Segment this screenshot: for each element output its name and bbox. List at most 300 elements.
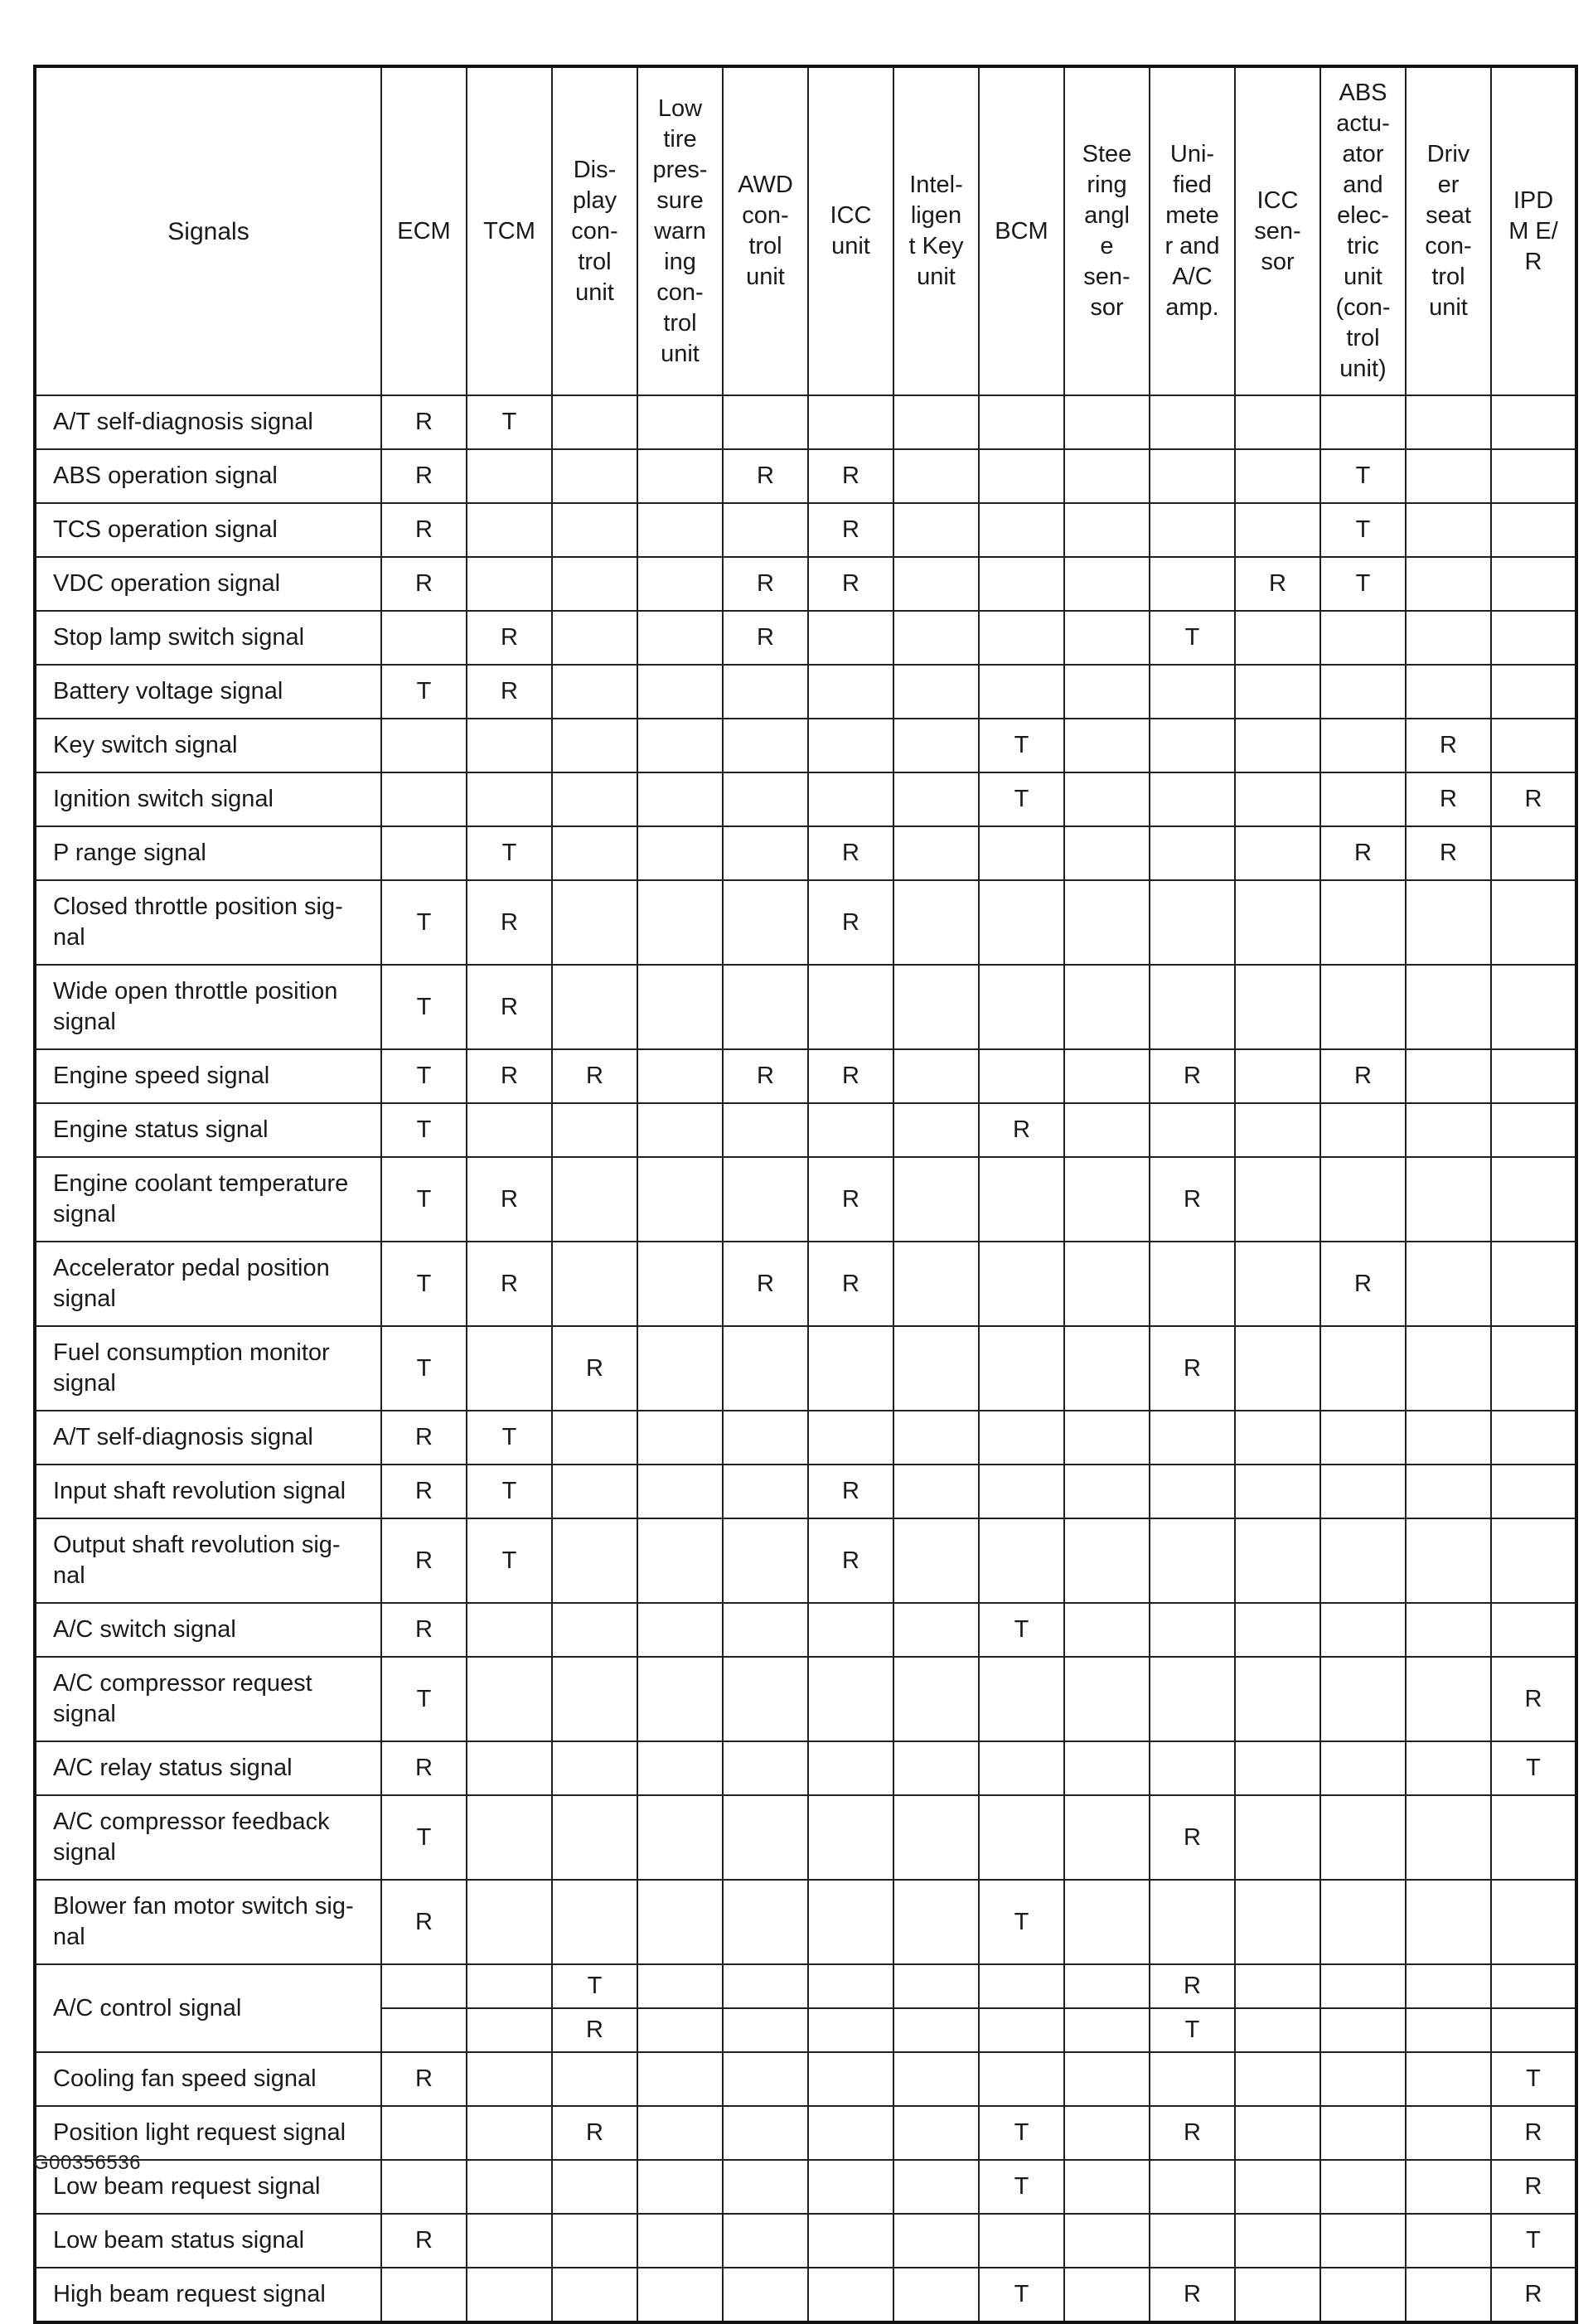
signal-value-cell (1491, 1157, 1576, 1242)
signal-value-cell (1064, 1880, 1150, 1964)
signal-value-cell: R (1320, 826, 1406, 880)
signal-value-cell (1235, 1242, 1320, 1326)
signal-name-cell: A/C compressor feedback signal (35, 1795, 381, 1880)
signal-value-cell (1235, 503, 1320, 557)
signal-value-cell (1150, 1880, 1235, 1964)
signal-value-cell (723, 1880, 808, 1964)
signal-value-cell (808, 1741, 893, 1795)
signal-value-cell (1320, 2008, 1406, 2052)
signal-value-cell (1150, 503, 1235, 557)
signal-value-cell (467, 1880, 552, 1964)
header-row (35, 66, 1576, 395)
signal-value-cell (893, 395, 979, 449)
signal-value-cell (637, 2106, 723, 2160)
signal-value-cell (1406, 2052, 1491, 2106)
signal-value-cell (979, 557, 1064, 611)
signal-value-cell (1406, 503, 1491, 557)
signal-value-cell (637, 2268, 723, 2322)
signal-value-cell: T (381, 1326, 467, 1411)
signal-value-cell (979, 880, 1064, 965)
signal-value-cell (1406, 1964, 1491, 2008)
signal-value-cell (723, 1518, 808, 1603)
signal-value-cell (1235, 1326, 1320, 1411)
signal-value-cell: R (1491, 2106, 1576, 2160)
signal-value-cell (1064, 557, 1150, 611)
signal-value-cell (1064, 719, 1150, 772)
signal-value-cell: R (808, 1518, 893, 1603)
signal-value-cell (723, 1795, 808, 1880)
signal-value-cell (1320, 719, 1406, 772)
signal-value-cell (1064, 1795, 1150, 1880)
column-header: ECM (381, 66, 467, 395)
signal-value-cell (1491, 1326, 1576, 1411)
signal-value-cell (637, 2160, 723, 2214)
signal-value-cell: T (381, 665, 467, 719)
signal-value-cell (979, 1242, 1064, 1326)
signal-value-cell (1064, 826, 1150, 880)
signal-value-cell (1320, 1964, 1406, 2008)
signal-value-cell (1491, 1964, 1576, 2008)
signals-column-header: Signals (35, 66, 381, 395)
signal-value-cell (552, 880, 637, 965)
table-row (35, 965, 1576, 1049)
signal-value-cell (893, 1411, 979, 1465)
signal-name-cell: A/C compressor request signal (35, 1657, 381, 1741)
signal-value-cell (893, 1049, 979, 1103)
signal-value-cell (467, 719, 552, 772)
signal-value-cell (1064, 1741, 1150, 1795)
signal-value-cell: R (381, 1603, 467, 1657)
signal-value-cell: R (467, 1049, 552, 1103)
signal-value-cell: T (381, 965, 467, 1049)
signal-value-cell: T (1491, 1741, 1576, 1795)
signal-value-cell: T (552, 1964, 637, 2008)
signal-table-sheet (33, 65, 1566, 2324)
column-header: Dis- play con- trol unit (552, 66, 637, 395)
signal-value-cell (1320, 2052, 1406, 2106)
signal-value-cell: R (808, 503, 893, 557)
signal-value-cell (723, 665, 808, 719)
signal-value-cell (808, 395, 893, 449)
signal-value-cell: T (979, 772, 1064, 826)
signal-value-cell (1235, 1603, 1320, 1657)
signal-value-cell: T (979, 2268, 1064, 2322)
table-row (35, 557, 1576, 611)
signal-value-cell (893, 449, 979, 503)
signal-value-cell: R (467, 611, 552, 665)
column-header: Uni- fied mete r and A/C amp. (1150, 66, 1235, 395)
signal-value-cell: T (1150, 2008, 1235, 2052)
signal-value-cell (979, 611, 1064, 665)
signal-value-cell (1235, 1103, 1320, 1157)
signal-value-cell (1235, 1741, 1320, 1795)
signal-value-cell (1235, 1964, 1320, 2008)
signal-value-cell (637, 772, 723, 826)
signal-name-cell: A/C relay status signal (35, 1741, 381, 1795)
signal-value-cell: R (467, 965, 552, 1049)
signal-value-cell (1064, 395, 1150, 449)
signal-value-cell (637, 1465, 723, 1518)
signal-value-cell: R (808, 880, 893, 965)
signal-value-cell (467, 2214, 552, 2268)
signal-value-cell (893, 719, 979, 772)
signal-value-cell (1150, 2052, 1235, 2106)
signal-value-cell: R (381, 503, 467, 557)
signal-value-cell (552, 1741, 637, 1795)
signal-value-cell (979, 1741, 1064, 1795)
signal-value-cell (979, 1411, 1064, 1465)
signal-value-cell (1150, 1103, 1235, 1157)
signal-value-cell (1235, 1465, 1320, 1518)
signal-value-cell (1235, 611, 1320, 665)
signal-value-cell (808, 719, 893, 772)
signal-value-cell (893, 1326, 979, 1411)
table-row (35, 1465, 1576, 1518)
signal-value-cell: T (467, 1411, 552, 1465)
signal-value-cell (893, 2008, 979, 2052)
signal-value-cell (808, 2214, 893, 2268)
signal-value-cell (637, 2214, 723, 2268)
signal-value-cell (552, 665, 637, 719)
column-header: TCM (467, 66, 552, 395)
signal-value-cell (893, 665, 979, 719)
signal-value-cell (979, 965, 1064, 1049)
signal-value-cell (1150, 1242, 1235, 1326)
table-row (35, 2052, 1576, 2106)
signal-value-cell: R (723, 1049, 808, 1103)
signal-value-cell: R (1150, 2268, 1235, 2322)
table-row (35, 719, 1576, 772)
signal-value-cell (808, 1880, 893, 1964)
signal-value-cell (1320, 395, 1406, 449)
signal-value-cell (1406, 1657, 1491, 1741)
signal-value-cell (723, 1603, 808, 1657)
signal-value-cell: T (979, 719, 1064, 772)
signal-value-cell (808, 665, 893, 719)
column-header: ABS actu- ator and elec- tric unit (con- trol unit) (1320, 66, 1406, 395)
signal-value-cell (381, 719, 467, 772)
signal-value-cell: T (381, 1657, 467, 1741)
signal-value-cell (552, 2052, 637, 2106)
signal-value-cell (723, 1465, 808, 1518)
signal-value-cell (1064, 2052, 1150, 2106)
signal-value-cell (1491, 719, 1576, 772)
signal-value-cell (637, 1157, 723, 1242)
table-row (35, 880, 1576, 965)
signal-value-cell (1320, 1795, 1406, 1880)
signal-value-cell: R (381, 395, 467, 449)
signal-value-cell (979, 449, 1064, 503)
signal-name-cell: Engine speed signal (35, 1049, 381, 1103)
signal-value-cell (723, 1741, 808, 1795)
table-row (35, 826, 1576, 880)
signal-value-cell (1320, 1657, 1406, 1741)
signal-value-cell (381, 772, 467, 826)
signal-value-cell: R (1150, 1049, 1235, 1103)
signal-value-cell: T (1491, 2214, 1576, 2268)
signal-value-cell: R (552, 2106, 637, 2160)
signal-value-cell (1235, 772, 1320, 826)
signal-value-cell (808, 2268, 893, 2322)
signal-value-cell (723, 2160, 808, 2214)
signal-value-cell (381, 2106, 467, 2160)
signal-value-cell (1406, 2268, 1491, 2322)
signal-value-cell (381, 2268, 467, 2322)
signal-value-cell (808, 2160, 893, 2214)
table-row (35, 2106, 1576, 2160)
signal-value-cell: R (1235, 557, 1320, 611)
signal-value-cell (552, 557, 637, 611)
signal-value-cell (1235, 665, 1320, 719)
signal-value-cell (1150, 1465, 1235, 1518)
signal-value-cell (723, 2106, 808, 2160)
signal-value-cell: T (381, 1103, 467, 1157)
signal-value-cell (979, 1465, 1064, 1518)
signal-name-cell: Low beam status signal (35, 2214, 381, 2268)
signal-value-cell (637, 1795, 723, 1880)
signal-value-cell (723, 1157, 808, 1242)
signal-value-cell (1064, 1964, 1150, 2008)
signal-value-cell (467, 2106, 552, 2160)
signal-value-cell (893, 503, 979, 557)
signal-value-cell: R (381, 449, 467, 503)
signal-value-cell: T (1320, 449, 1406, 503)
signal-value-cell (1320, 965, 1406, 1049)
signal-value-cell: T (467, 395, 552, 449)
table-row (35, 1603, 1576, 1657)
signal-value-cell (1235, 2268, 1320, 2322)
signal-value-cell: R (381, 557, 467, 611)
table-row (35, 2268, 1576, 2322)
signal-value-cell (1406, 2106, 1491, 2160)
signal-value-cell (637, 1049, 723, 1103)
signal-name-cell: ABS operation signal (35, 449, 381, 503)
signal-value-cell: R (1150, 1157, 1235, 1242)
signal-value-cell (893, 2106, 979, 2160)
signal-value-cell (637, 2052, 723, 2106)
signal-value-cell (1150, 719, 1235, 772)
table-row (35, 2214, 1576, 2268)
signal-value-cell (1235, 2214, 1320, 2268)
signal-value-cell (1491, 826, 1576, 880)
signal-value-cell (979, 1657, 1064, 1741)
signal-value-cell: T (467, 1518, 552, 1603)
signal-value-cell (1235, 719, 1320, 772)
signal-value-cell (893, 1741, 979, 1795)
table-row (35, 2160, 1576, 2214)
signal-value-cell: R (723, 1242, 808, 1326)
signal-value-cell: R (1491, 1657, 1576, 1741)
signal-value-cell (1150, 1518, 1235, 1603)
signal-value-cell (1064, 1326, 1150, 1411)
signal-value-cell (893, 2268, 979, 2322)
signal-value-cell (552, 395, 637, 449)
signal-value-cell: T (1491, 2052, 1576, 2106)
signal-value-cell (893, 965, 979, 1049)
signal-value-cell (1064, 2214, 1150, 2268)
signal-value-cell: T (467, 1465, 552, 1518)
signal-value-cell (1235, 1657, 1320, 1741)
signal-value-cell: R (381, 1880, 467, 1964)
table-row (35, 503, 1576, 557)
signal-value-cell (1491, 2008, 1576, 2052)
signal-value-cell (723, 2268, 808, 2322)
signal-value-cell (723, 2214, 808, 2268)
signal-value-cell (723, 965, 808, 1049)
signal-value-cell (723, 2008, 808, 2052)
signal-value-cell: T (1320, 557, 1406, 611)
signal-value-cell: R (552, 1049, 637, 1103)
signal-value-cell: R (381, 2052, 467, 2106)
table-row (35, 1964, 1576, 2008)
signal-value-cell (381, 611, 467, 665)
signal-value-cell (552, 2268, 637, 2322)
signal-value-cell (1150, 665, 1235, 719)
signal-value-cell (723, 1103, 808, 1157)
signal-value-cell: R (808, 1242, 893, 1326)
signal-value-cell (1235, 449, 1320, 503)
signal-value-cell (893, 1603, 979, 1657)
signal-value-cell: R (808, 449, 893, 503)
table-row (35, 1795, 1576, 1880)
table-row (35, 665, 1576, 719)
signal-value-cell (637, 395, 723, 449)
signal-value-cell (1320, 1741, 1406, 1795)
signal-value-cell (808, 1603, 893, 1657)
signal-value-cell (467, 772, 552, 826)
signal-value-cell (637, 1242, 723, 1326)
signal-value-cell (1320, 665, 1406, 719)
signal-value-cell: R (381, 1741, 467, 1795)
signal-value-cell (893, 880, 979, 965)
table-row (35, 1657, 1576, 1741)
signal-value-cell (1235, 1795, 1320, 1880)
column-header: Intel- ligen t Key unit (893, 66, 979, 395)
signal-value-cell (808, 965, 893, 1049)
signal-value-cell (1150, 1411, 1235, 1465)
column-header: ICC unit (808, 66, 893, 395)
signal-name-cell: TCS operation signal (35, 503, 381, 557)
signal-name-cell: Low beam request signal (35, 2160, 381, 2214)
signal-value-cell (637, 1880, 723, 1964)
signal-value-cell (1491, 1880, 1576, 1964)
signal-name-cell: A/C control signal (35, 1964, 381, 2052)
signal-value-cell: R (1491, 772, 1576, 826)
table-row (35, 1880, 1576, 1964)
signal-value-cell (552, 611, 637, 665)
signal-value-cell (1150, 557, 1235, 611)
signal-value-cell (723, 1657, 808, 1741)
signal-value-cell (893, 611, 979, 665)
signal-value-cell (1320, 611, 1406, 665)
signal-value-cell (979, 1326, 1064, 1411)
signal-name-cell: VDC operation signal (35, 557, 381, 611)
signal-value-cell (1150, 1741, 1235, 1795)
signal-value-cell (1406, 2214, 1491, 2268)
signal-value-cell (467, 1657, 552, 1741)
signal-value-cell (637, 1518, 723, 1603)
signal-value-cell (1064, 1411, 1150, 1465)
signal-value-cell (808, 1964, 893, 2008)
signal-value-cell (808, 1411, 893, 1465)
signal-name-cell: Input shaft revolution signal (35, 1465, 381, 1518)
signal-value-cell (637, 1411, 723, 1465)
signal-value-cell: R (1320, 1049, 1406, 1103)
signal-value-cell (1235, 826, 1320, 880)
signal-value-cell (1406, 665, 1491, 719)
signal-value-cell (1406, 2160, 1491, 2214)
signal-value-cell (467, 1603, 552, 1657)
signal-value-cell (893, 1518, 979, 1603)
signal-value-cell (467, 1795, 552, 1880)
signal-value-cell: R (1491, 2160, 1576, 2214)
signal-value-cell (1406, 1795, 1491, 1880)
signal-value-cell: R (1150, 1326, 1235, 1411)
signal-value-cell (1320, 2214, 1406, 2268)
signal-table (33, 65, 1578, 2324)
signal-name-cell: A/T self-diagnosis signal (35, 1411, 381, 1465)
signal-value-cell: R (1150, 2106, 1235, 2160)
column-header: Stee ring angl e sen- sor (1064, 66, 1150, 395)
signal-value-cell (1064, 1049, 1150, 1103)
signal-value-cell (552, 1795, 637, 1880)
signal-value-cell (808, 1103, 893, 1157)
signal-value-cell: R (467, 665, 552, 719)
signal-value-cell (552, 449, 637, 503)
signal-value-cell (1491, 1465, 1576, 1518)
signal-name-cell: Output shaft revolution sig- nal (35, 1518, 381, 1603)
signal-value-cell (1064, 2268, 1150, 2322)
signal-value-cell: T (381, 1049, 467, 1103)
signal-value-cell (1320, 880, 1406, 965)
signal-value-cell (1406, 965, 1491, 1049)
signal-value-cell (1406, 880, 1491, 965)
signal-value-cell (1491, 665, 1576, 719)
signal-value-cell (723, 719, 808, 772)
signal-value-cell (1491, 1049, 1576, 1103)
signal-value-cell (1491, 503, 1576, 557)
signal-value-cell: T (1150, 611, 1235, 665)
signal-value-cell (552, 1157, 637, 1242)
signal-value-cell (1064, 965, 1150, 1049)
signal-value-cell (979, 665, 1064, 719)
signal-value-cell: R (808, 1049, 893, 1103)
signal-value-cell: R (1406, 719, 1491, 772)
signal-value-cell (1235, 2160, 1320, 2214)
signal-value-cell (808, 2008, 893, 2052)
signal-value-cell (1150, 880, 1235, 965)
signal-value-cell (1235, 965, 1320, 1049)
signal-value-cell (1064, 1103, 1150, 1157)
signal-value-cell: R (808, 826, 893, 880)
signal-value-cell (637, 1741, 723, 1795)
signal-value-cell: R (808, 1465, 893, 1518)
signal-value-cell (979, 395, 1064, 449)
signal-value-cell (1491, 1795, 1576, 1880)
signal-value-cell (552, 503, 637, 557)
signal-value-cell (467, 503, 552, 557)
signal-value-cell (552, 1411, 637, 1465)
signal-value-cell (808, 1795, 893, 1880)
signal-value-cell (381, 826, 467, 880)
signal-value-cell: R (552, 1326, 637, 1411)
signal-value-cell (723, 772, 808, 826)
signal-value-cell (552, 965, 637, 1049)
signal-value-cell (1064, 1157, 1150, 1242)
signal-name-cell: A/T self-diagnosis signal (35, 395, 381, 449)
signal-value-cell: R (723, 449, 808, 503)
signal-value-cell (467, 1326, 552, 1411)
